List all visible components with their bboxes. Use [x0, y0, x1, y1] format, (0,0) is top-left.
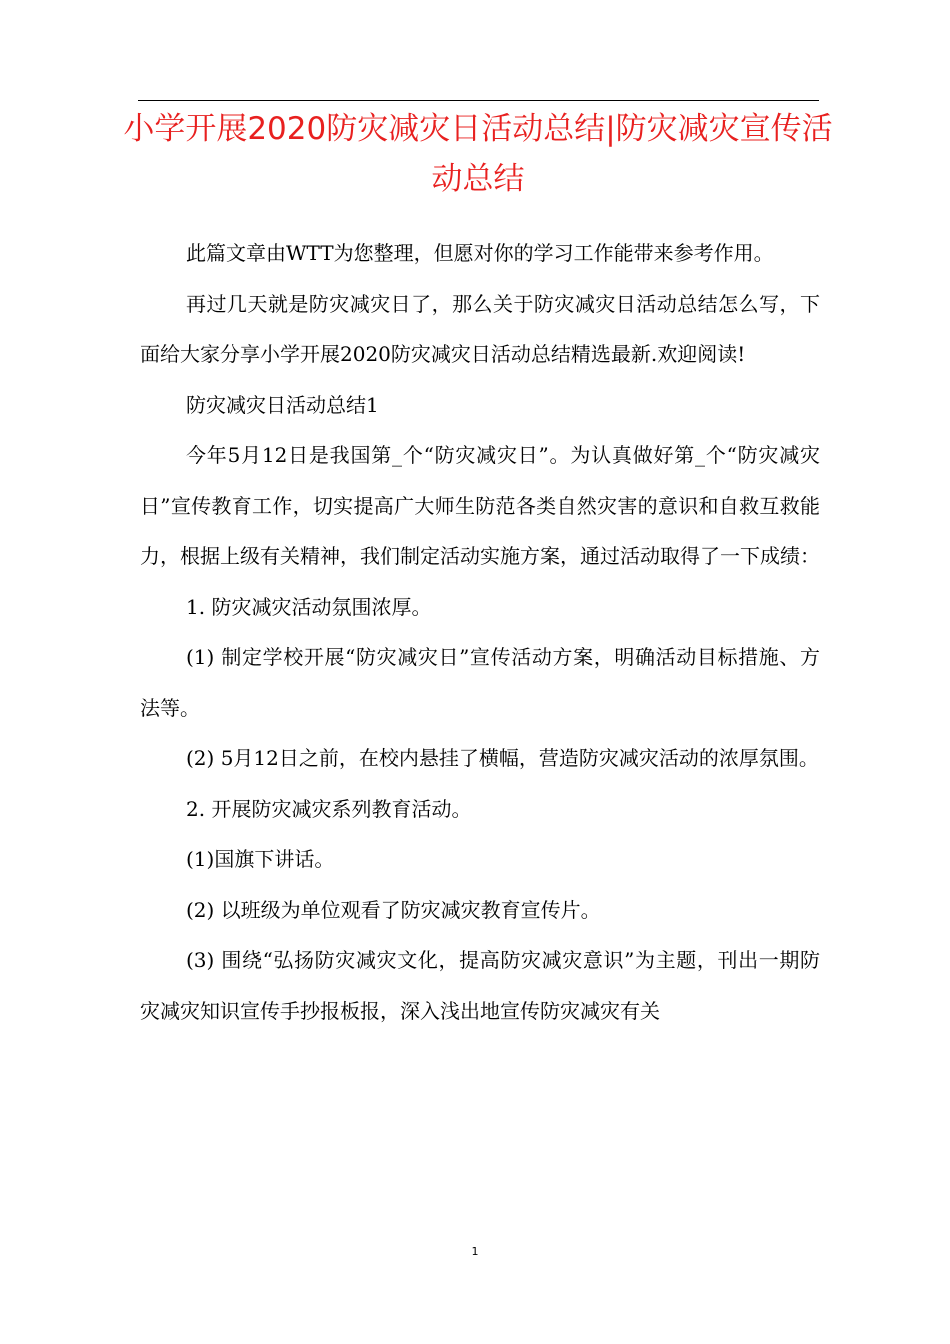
list-item: (1) 制定学校开展“防灾减灾日”宣传活动方案，明确活动目标措施、方法等。 [140, 645, 820, 720]
document-body [140, 228, 820, 1036]
header-rule [138, 100, 819, 101]
list-item: (1)国旗下讲话。 [186, 847, 335, 871]
paragraph: 再过几天就是防灾减灾日了，那么关于防灾减灾日活动总结怎么写，下面给大家分享小学开展2020防灾减灾日活动总结精选最新.欢迎阅读! [140, 291, 820, 366]
list-item: (2) 5月12日之前，在校内悬挂了横幅，营造防灾减灾活动的浓厚氛围。 [186, 746, 819, 770]
list-item: (3) 围绕“弘扬防灾减灾文化，提高防灾减灾意识”为主题，刊出一期防灾减灾知识宣传手抄报板报，深入浅出地宣传防灾减灾有关 [140, 948, 820, 1023]
paragraph: 今年5月12日是我国第_个“防灾减灾日”。为认真做好第_个“防灾减灾日”宣传教育工作，切实提高广大师生防范各类自然灾害的意识和自救互救能力，根据上级有关精神，我们制定活动实施方案，通过活动取得了一下成绩： [140, 443, 820, 568]
section-heading: 防灾减灾日活动总结1 [186, 392, 379, 417]
list-heading: 1. 防灾减灾活动氛围浓厚。 [186, 594, 432, 619]
list-heading: 2. 开展防灾减灾系列教育活动。 [186, 796, 472, 821]
document-title: 小学开展2020防灾减灾日活动总结|防灾减灾宣传活动总结 [123, 111, 833, 197]
paragraph: 此篇文章由WTT为您整理，但愿对你的学习工作能带来参考作用。 [186, 241, 774, 265]
page-number: 1 [471, 1245, 479, 1258]
list-item: (2) 以班级为单位观看了防灾减灾教育宣传片。 [186, 897, 601, 922]
